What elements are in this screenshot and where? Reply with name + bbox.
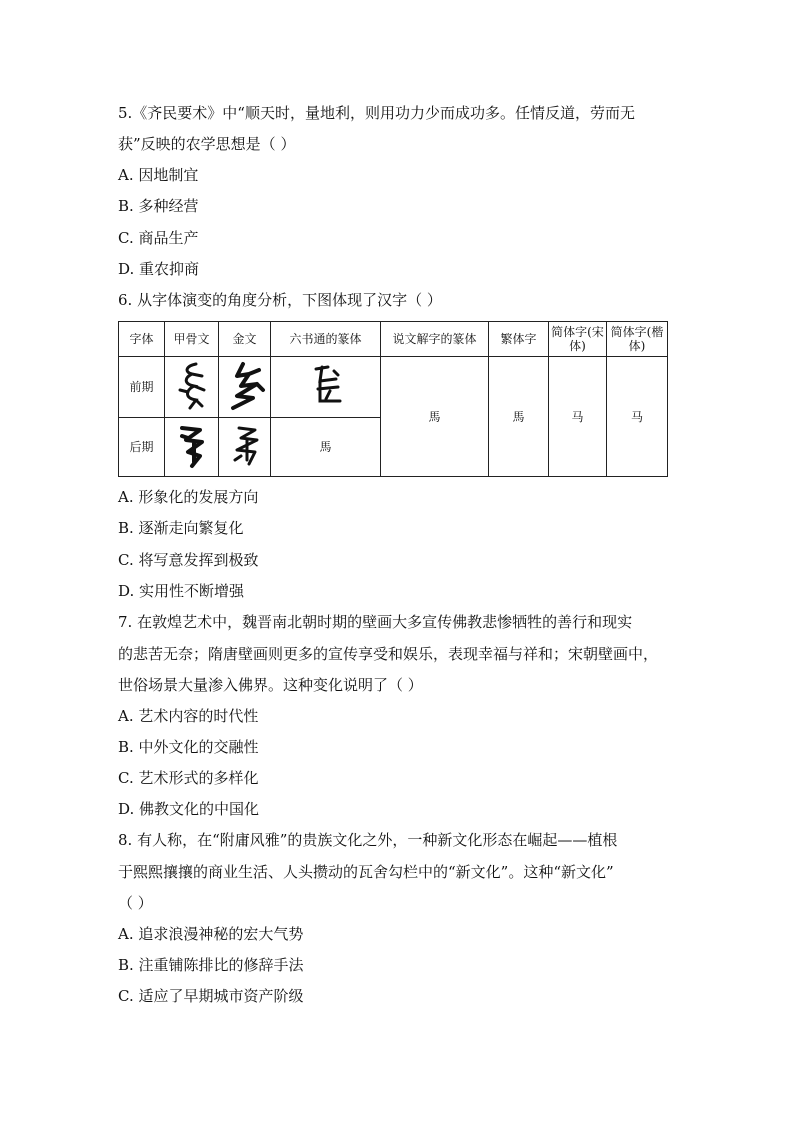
row-label-early: 前期 xyxy=(119,357,165,418)
q5-stem-line1: 5.《齐民要术》中“顺天时，量地利，则用功力少而成功多。任情反道，劳而无 xyxy=(118,104,635,122)
header-simplified-song: 简体字(宋体) xyxy=(549,322,607,357)
oracle-horse-early-glyph xyxy=(165,357,219,418)
q7-option-c[interactable]: C. 艺术形式的多样化 xyxy=(118,769,259,787)
q8-stem-line2: 于熙熙攘攘的商业生活、人头攒动的瓦舍勾栏中的“新文化”。这种“新文化” xyxy=(118,863,614,881)
oracle-horse-late-glyph xyxy=(165,418,219,477)
header-simplified-kai: 简体字(楷体) xyxy=(607,322,668,357)
simplified-kai-horse: 马 xyxy=(607,357,668,477)
shuowen-seal-horse: 馬 xyxy=(381,357,489,477)
header-liushutong-seal: 六书通的篆体 xyxy=(271,322,381,357)
header-bronze: 金文 xyxy=(219,322,271,357)
q7-stem-line1: 7. 在敦煌艺术中，魏晋南北朝时期的壁画大多宣传佛教悲惨牺牲的善行和现实 xyxy=(118,613,633,631)
row-label-late: 后期 xyxy=(119,418,165,477)
header-oracle-bone: 甲骨文 xyxy=(165,322,219,357)
q8-option-a[interactable]: A. 追求浪漫神秘的宏大气势 xyxy=(118,925,304,943)
q5-option-b[interactable]: B. 多种经营 xyxy=(118,197,199,215)
header-traditional: 繁体字 xyxy=(489,322,549,357)
liushutong-horse-late-glyph: 馬 xyxy=(271,418,381,477)
q6-option-b[interactable]: B. 逐渐走向繁复化 xyxy=(118,519,244,537)
q6-option-d[interactable]: D. 实用性不断增强 xyxy=(118,582,245,600)
q8-option-b[interactable]: B. 注重铺陈排比的修辞手法 xyxy=(118,956,304,974)
liushutong-horse-early-glyph xyxy=(271,357,381,418)
q5-option-c[interactable]: C. 商品生产 xyxy=(118,229,199,247)
bronze-horse-early-glyph xyxy=(219,357,271,418)
simplified-song-horse: 马 xyxy=(549,357,607,477)
q8-stem-line1: 8. 有人称，在“附庸风雅”的贵族文化之外，一种新文化形态在崛起——植根 xyxy=(118,831,618,849)
traditional-horse: 馬 xyxy=(489,357,549,477)
header-shuowen-seal: 说文解字的篆体 xyxy=(381,322,489,357)
q7-option-a[interactable]: A. 艺术内容的时代性 xyxy=(118,707,259,725)
q8-stem-line3: （ ） xyxy=(118,894,153,912)
q5-option-d[interactable]: D. 重农抑商 xyxy=(118,260,200,278)
q6-option-a[interactable]: A. 形象化的发展方向 xyxy=(118,488,259,506)
q5-stem-line2: 获”反映的农学思想是（ ） xyxy=(118,135,296,153)
q7-option-d[interactable]: D. 佛教文化的中国化 xyxy=(118,800,260,818)
q6-stem-line1: 6. 从字体演变的角度分析，下图体现了汉字（ ） xyxy=(118,291,442,309)
q7-stem-line3: 世俗场景大量渗入佛界。这种变化说明了（ ） xyxy=(118,676,423,694)
q5-option-a[interactable]: A. 因地制宜 xyxy=(118,166,199,184)
q7-option-b[interactable]: B. 中外文化的交融性 xyxy=(118,738,259,756)
bronze-horse-late-glyph xyxy=(219,418,271,477)
q8-option-c[interactable]: C. 适应了早期城市资产阶级 xyxy=(118,987,304,1005)
q6-option-c[interactable]: C. 将写意发挥到极致 xyxy=(118,551,259,569)
q7-stem-line2: 的悲苦无奈；隋唐壁画则更多的宣传享受和娱乐，表现幸福与祥和；宋朝壁画中， xyxy=(118,645,659,663)
header-script: 字体 xyxy=(119,322,165,357)
character-evolution-table xyxy=(118,321,668,477)
